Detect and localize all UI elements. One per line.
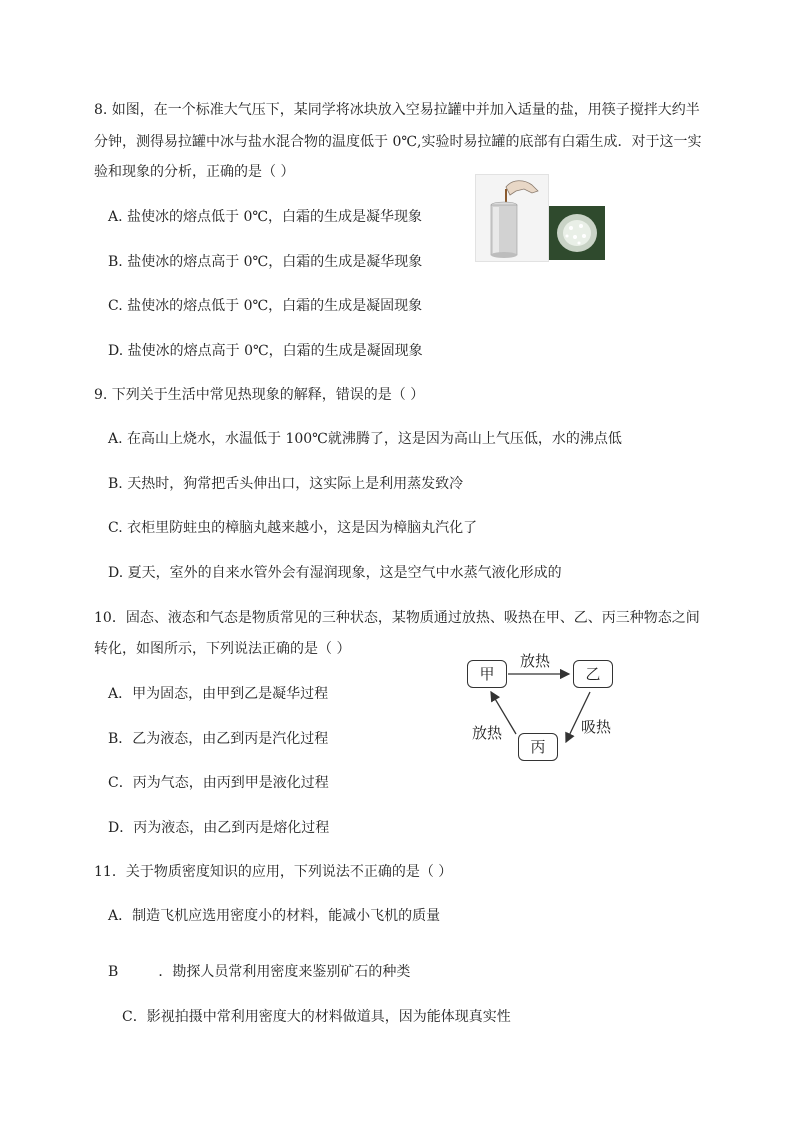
label-bing-jia: 放热 [472, 724, 503, 742]
q10-option-c: C．丙为气态，由丙到甲是液化过程 [108, 775, 329, 791]
node-bing: 丙 [518, 733, 558, 761]
q10-stem-line-1: 10．固态、液态和气态是物质常见的三种状态，某物质通过放热、吸热在甲、乙、丙三种物态之间 [94, 610, 700, 626]
frost-can-bottom-photo [549, 206, 605, 260]
q9-option-a: A. 在高山上烧水，水温低于 100℃就沸腾了，这是因为高山上气压低，水的沸点低 [108, 431, 622, 447]
q8-stem-line-1: 8. 如图，在一个标准大气压下，某同学将冰块放入空易拉罐中并加入适量的盐，用筷子搅拌大约半 [94, 102, 700, 118]
q9-option-d: D. 夏天，室外的自来水管外会有湿润现象，这是空气中水蒸气液化形成的 [108, 565, 562, 581]
q10-stem-line-2: 转化，如图所示，下列说法正确的是（ ） [94, 641, 351, 657]
q11-stem: 11．关于物质密度知识的应用，下列说法不正确的是（ ） [94, 864, 453, 880]
can-stirring-photo [475, 174, 549, 262]
node-yi: 乙 [573, 660, 613, 688]
state-change-diagram [466, 650, 616, 765]
q9-stem: 9. 下列关于生活中常见热现象的解释，错误的是（ ） [94, 387, 425, 403]
q10-option-b: B．乙为液态，由乙到丙是汽化过程 [108, 731, 329, 747]
q9-option-c: C. 衣柜里防蛀虫的樟脑丸越来越小，这是因为樟脑丸汽化了 [108, 520, 478, 536]
label-yi-bing: 吸热 [581, 718, 612, 736]
label-jia-yi: 放热 [520, 652, 551, 670]
q10-option-d: D．丙为液态，由乙到丙是熔化过程 [108, 820, 330, 836]
q8-stem-line-2: 分钟，测得易拉罐中冰与盐水混合物的温度低于 0℃,实验时易拉罐的底部有白霜生成．对于这一实 [94, 134, 702, 150]
q8-option-a: A. 盐使冰的熔点低于 0℃，白霜的生成是凝华现象 [108, 209, 423, 225]
q11-option-c: C．影视拍摄中常利用密度大的材料做道具，因为能体现真实性 [122, 1009, 511, 1025]
q8-option-c: C. 盐使冰的熔点低于 0℃，白霜的生成是凝固现象 [108, 298, 423, 314]
q11-option-b: B ．勘探人员常利用密度来鉴别矿石的种类 [108, 964, 411, 980]
q9-option-b: B. 天热时，狗常把舌头伸出口，这实际上是利用蒸发致冷 [108, 476, 464, 492]
q8-figure [475, 174, 605, 262]
q8-option-d: D. 盐使冰的熔点高于 0℃，白霜的生成是凝固现象 [108, 343, 423, 359]
node-jia: 甲 [467, 660, 507, 688]
q10-option-a: A．甲为固态，由甲到乙是凝华过程 [108, 686, 329, 702]
q8-stem-line-3: 验和现象的分析，正确的是（ ） [94, 164, 295, 180]
q8-option-b: B. 盐使冰的熔点高于 0℃，白霜的生成是凝华现象 [108, 254, 423, 270]
q11-option-a: A．制造飞机应选用密度小的材料，能减小飞机的质量 [108, 908, 441, 924]
